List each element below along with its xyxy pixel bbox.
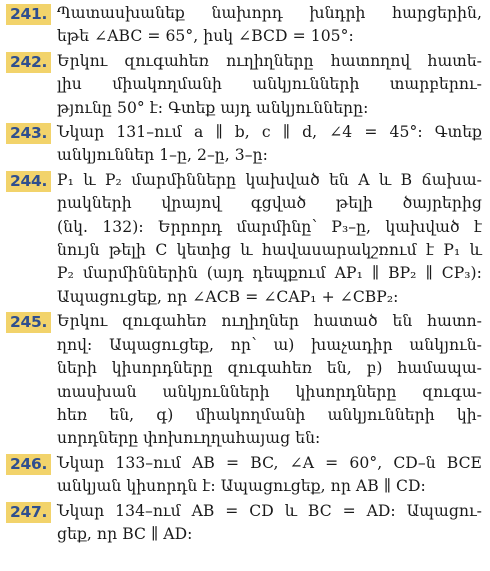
- problem-243: [6, 121, 482, 168]
- text-line: Պատասխանեք նախորդ խնդրի հարցերին,: [57, 4, 482, 22]
- problem-text: [57, 169, 482, 309]
- problem-246: [6, 452, 482, 499]
- problem-number: 243.: [6, 123, 51, 144]
- text-line: անկյան կիսորդն է: Ապացուցեք, որ AB ∥ CD:: [57, 477, 426, 496]
- text-line: լիս միակողմանի անկյունների տարբերու-: [57, 75, 482, 94]
- problem-241: [6, 2, 482, 49]
- problem-244: [6, 169, 482, 309]
- text-line: ղով: Ապացուցեք, որ՝ ա) խաչադիր անկյուն-: [57, 335, 482, 354]
- problem-247: [6, 500, 482, 547]
- problem-number: 244.: [6, 171, 51, 192]
- problem-text: [57, 500, 482, 547]
- text-line: P₂ մարմիններին (այդ դեպքում AP₁ ∥ BP₂ ∥ CP₃):: [57, 264, 482, 283]
- problem-number: 245.: [6, 312, 51, 333]
- problem-text: [57, 121, 482, 168]
- text-line: (նկ. 132): Երրորդ մարմինը՝ P₃–ը, կախված է: [57, 217, 482, 236]
- problem-242: [6, 50, 482, 120]
- text-line: Նկար 134–ում AB = CD և BC = AD: Ապացու-: [57, 501, 482, 520]
- text-line: եթե ∠ABC = 65°, իսկ ∠BCD = 105°:: [57, 27, 354, 46]
- problem-text: [57, 452, 482, 499]
- problem-text: [57, 2, 482, 49]
- problem-number: 241.: [6, 4, 51, 25]
- text-line: նույն թելի C կետից և հավասարակշռում է P₁ և: [57, 241, 482, 260]
- text-line: սորդները փոխուղղահայաց են:: [57, 429, 321, 448]
- problem-text: [57, 50, 482, 120]
- text-line: Երկու զուգահեռ ուղիղները հատողով հատե-: [57, 51, 482, 70]
- text-line: թյունը 50° է: Գտեք այդ անկյունները:: [57, 98, 369, 117]
- problem-number: 247.: [6, 502, 51, 523]
- problem-number: 242.: [6, 52, 51, 73]
- text-line: Նկար 133–ում AB = BC, ∠A = 60°, CD–ն BCE: [57, 453, 482, 472]
- text-line: րակների վրայով գցված թելի ծայրերից: [57, 194, 482, 213]
- text-line: ների կիսորդները զուգահեռ են, բ) համապա-: [57, 359, 482, 378]
- text-line: տասխան անկյունների կիսորդները զուգա-: [57, 382, 482, 401]
- problem-number: 246.: [6, 454, 51, 475]
- text-line: Երկու զուգահեռ ուղիղներ հատած են հատո-: [57, 312, 482, 331]
- text-line: Նկար 131–ում a ∥ b, c ∥ d, ∠4 = 45°: Գտեք: [57, 123, 482, 142]
- problem-text: [57, 310, 482, 450]
- problem-245: [6, 310, 482, 450]
- text-line: ցեք, որ BC ∥ AD:: [57, 524, 193, 543]
- text-line: անկյուններ 1–ը, 2–ը, 3–ը:: [57, 146, 268, 165]
- text-line: Ապացուցեք, որ ∠ACB = ∠CAP₁ + ∠CBP₂:: [57, 287, 399, 306]
- text-line: P₁ և P₂ մարմինները կախված են A և B ճախա-: [57, 170, 482, 189]
- text-line: հեռ են, գ) միակողմանի անկյունների կի-: [57, 405, 482, 424]
